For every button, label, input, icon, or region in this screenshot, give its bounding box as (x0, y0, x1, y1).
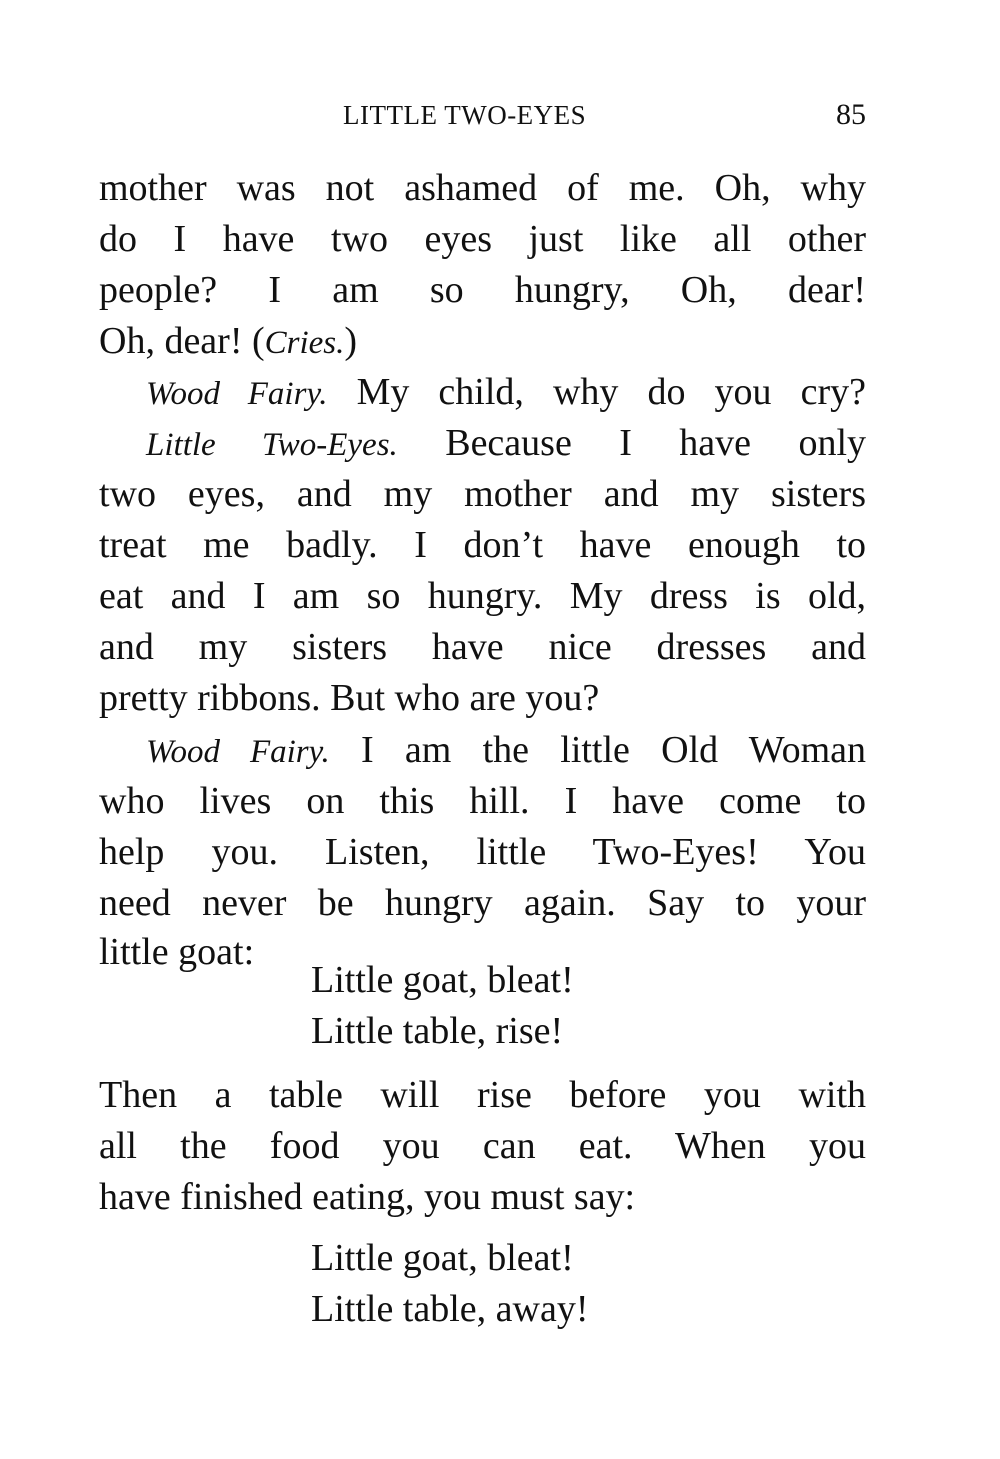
text-line: treat me badly. I don’t have enough to (99, 524, 866, 566)
text-line: all the food you can eat. When you (99, 1125, 866, 1167)
verse-line: Little goat, bleat! (311, 1237, 574, 1279)
dialogue-text: My child, why do you cry? (356, 371, 866, 413)
speaker-name: Wood Fairy. (146, 376, 328, 412)
text-line: who lives on this hill. I have come to (99, 780, 866, 822)
stage-direction: Cries. (264, 325, 345, 361)
dialogue-line (146, 369, 866, 417)
running-title: LITTLE TWO-EYES (343, 100, 587, 130)
page-number: 85 (836, 98, 866, 131)
verse-line: Little goat, bleat! (311, 959, 574, 1001)
text-line: Then a table will rise before you with (99, 1074, 866, 1116)
text-line: and my sisters have nice dresses and (99, 626, 866, 668)
text-line: do I have two eyes just like all other (99, 218, 866, 260)
text-line: have finished eating, you must say: (99, 1176, 636, 1218)
dialogue-line (146, 727, 866, 775)
text-line: help you. Listen, little Two-Eyes! You (99, 831, 866, 873)
verse-line: Little table, away! (311, 1288, 589, 1330)
verse-line: Little table, rise! (311, 1010, 564, 1052)
text-line: pretty ribbons. But who are you? (99, 677, 600, 719)
dialogue-text: I am the little Old Woman (360, 729, 866, 771)
line-text: ) (344, 320, 358, 362)
dialogue-text: Because I have only (445, 422, 867, 464)
text-line: little goat: (99, 931, 255, 973)
line-text: Oh, dear! ( (99, 320, 265, 362)
text-line: eat and I am so hungry. My dress is old, (99, 575, 866, 617)
text-line: mother was not ashamed of me. Oh, why (99, 167, 866, 209)
text-line: two eyes, and my mother and my sisters (99, 473, 866, 515)
text-line: people? I am so hungry, Oh, dear! (99, 269, 866, 311)
speaker-name: Wood Fairy. (146, 734, 330, 770)
text-line (99, 318, 866, 366)
dialogue-line (146, 420, 866, 468)
text-line: need never be hungry again. Say to your (99, 882, 866, 924)
speaker-name: Little Two-Eyes. (146, 427, 398, 463)
